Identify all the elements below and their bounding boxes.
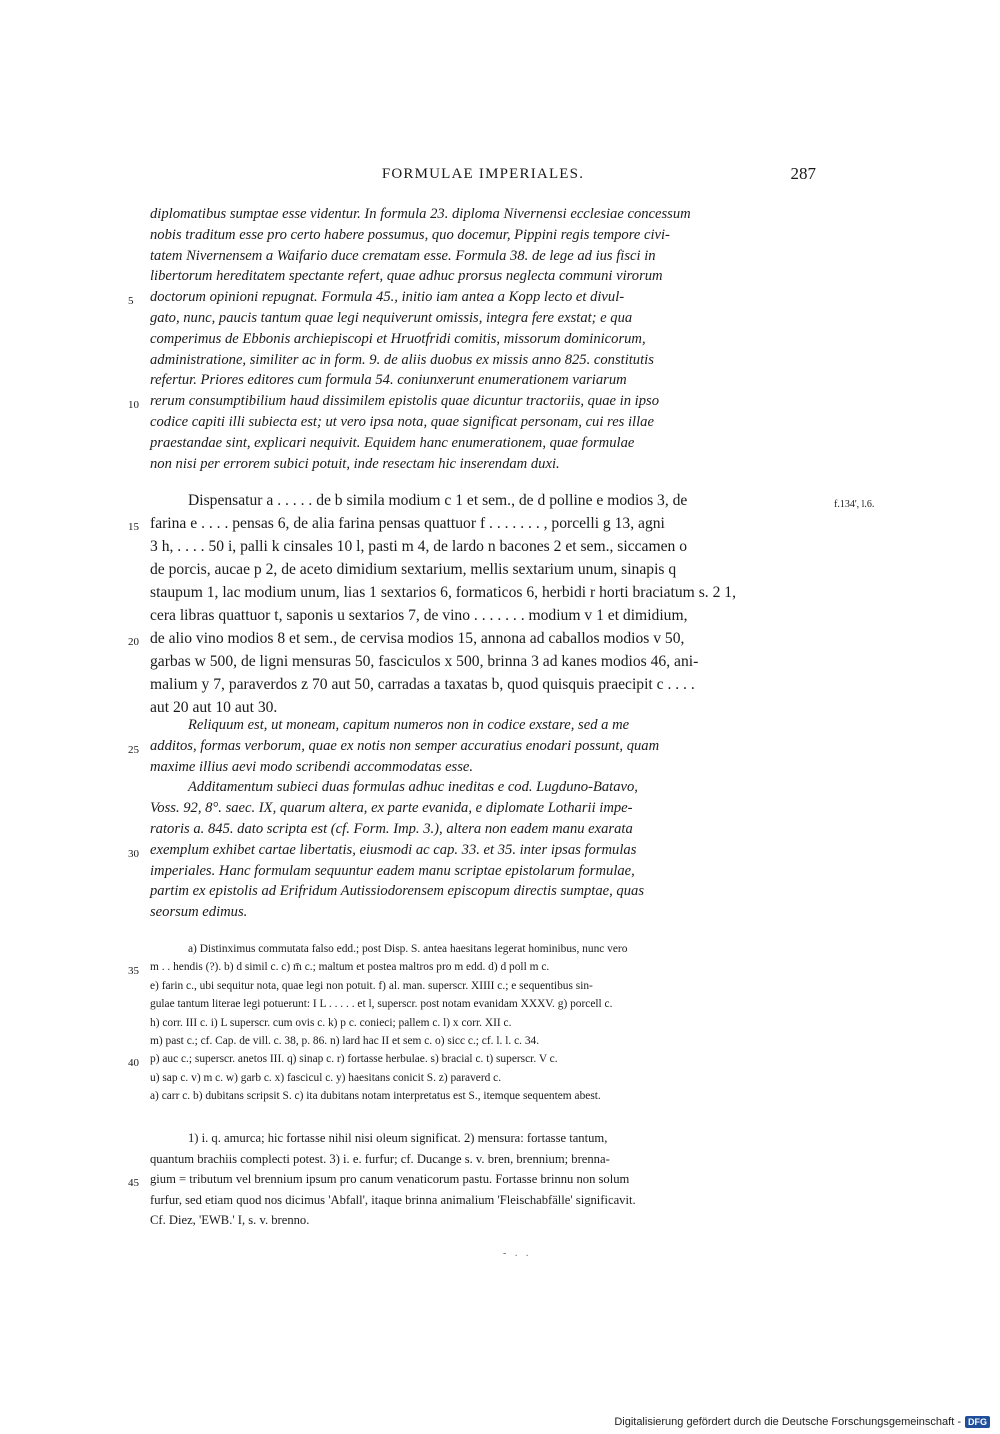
text-line <box>150 861 816 882</box>
line-text: imperiales. Hanc formulam sequuntur eadem manu scriptae epistolarum formulae, <box>150 862 635 879</box>
text-line <box>150 881 816 902</box>
footnote-line <box>150 1032 816 1050</box>
line-text: Additamentum subieci duas formulas adhuc ineditas e cod. Lugduno-Batavo, <box>188 779 638 796</box>
footnote-line <box>150 995 816 1013</box>
line-text: comperimus de Ebbonis archiepiscopi et Hruotfridi comitis, missorum dominicorum, <box>150 330 646 347</box>
line-text: furfur, sed etiam quod nos dicimus 'Abfall', itaque brinna animalium 'Fleischabfälle' significavit. <box>150 1192 636 1207</box>
line-text: diplomatibus sumptae esse videntur. In formula 23. diploma Nivernensi ecclesiae concessum <box>150 206 691 222</box>
running-title: FORMULAE IMPERIALES. <box>381 166 585 182</box>
line-number: 10 <box>128 399 139 412</box>
text-line <box>128 840 816 861</box>
intro-paragraph <box>128 204 816 474</box>
line-text: maxime illius aevi modo scribendi accommodatas esse. <box>150 758 474 775</box>
running-header <box>150 166 816 188</box>
text-line <box>128 736 816 757</box>
text-line <box>150 454 816 475</box>
line-text: tatem Nivernensem a Waifario duce crematam esse. Formula 38. de lege ad ius fisci in <box>150 247 656 264</box>
line-text: ratoris a. 845. dato scripta est (cf. Form. Imp. 3.), altera non eadem manu exarata <box>150 820 633 837</box>
page-number: 287 <box>790 164 816 183</box>
line-text: gium = tributum vel brennium ipsum pro canum venaticorum pastu. Fortasse brinnu non solum <box>150 1172 630 1187</box>
line-text: malium y 7, paraverdos z 70 aut 50, carradas a taxatas b, quod quisquis praecipit c . . . . <box>150 676 695 693</box>
footnote-line <box>128 1050 816 1070</box>
text-line <box>150 204 816 225</box>
text-line <box>150 798 816 819</box>
line-number: 25 <box>128 743 139 756</box>
line-number: 5 <box>128 295 134 308</box>
line-number: 35 <box>128 965 139 978</box>
line-text: praestandae sint, explicari nequivit. Equidem hanc enumerationem, quae formulae <box>150 434 635 451</box>
text-line <box>150 902 816 923</box>
line-text: gato, nunc, paucis tantum quae legi nequiverunt omissis, integra fere exstat; e qua <box>150 309 633 326</box>
text-line <box>128 512 816 535</box>
text-line <box>150 225 816 246</box>
text-line <box>150 819 816 840</box>
line-text: a) Distinximus commutata falso edd.; post Disp. S. antea haesitans legerat hominibus, nunc vero <box>188 943 628 955</box>
text-line <box>150 370 816 391</box>
line-text: Cf. Diez, 'EWB.' I, s. v. brenno. <box>150 1213 310 1228</box>
line-text: aut 20 aut 10 aut 30. <box>150 699 278 716</box>
line-text: quantum brachiis complecti potest. 3) i. e. furfur; cf. Ducange s. v. bren, brennium; brenna- <box>150 1151 610 1166</box>
line-number: 15 <box>128 521 139 533</box>
line-text: a) carr c. b) dubitans scripsit S. c) ita dubitans notam interpretatus est S., itemque sequentem abest. <box>150 1090 601 1103</box>
text-line <box>150 581 816 604</box>
line-text: 1) i. q. amurca; hic fortasse nihil nisi oleum significat. 2) mensura: fortasse tantum, <box>188 1131 608 1145</box>
main-enumeration <box>128 489 875 719</box>
footer-credit <box>614 1416 990 1428</box>
text-line <box>150 604 816 627</box>
line-number: 45 <box>128 1177 139 1190</box>
text-line <box>150 489 875 512</box>
footnote-line <box>150 1128 816 1149</box>
text-line <box>150 266 816 287</box>
line-text: farina e . . . . pensas 6, de alia farina pensas quattuor f . . . . . . . , porcelli g 13, agni <box>150 515 665 532</box>
line-text: partim ex epistolis ad Erifridum Autissiodorensem episcopum directis sumptae, quas <box>150 883 644 900</box>
line-text: Voss. 92, 8°. saec. IX, quarum altera, ex parte evanida, e diplomate Lotharii impe- <box>150 800 633 817</box>
text-line <box>128 391 816 412</box>
footnote-line <box>150 1190 816 1211</box>
text-line <box>150 715 816 736</box>
text-line <box>150 329 816 350</box>
line-text: de alio vino modios 8 et sem., de cervisa modios 15, annona ad caballos modios v 50, <box>150 630 685 647</box>
line-text: administratione, similiter ac in form. 9. de aliis duobus ex missis anno 825. constitutis <box>150 351 654 368</box>
line-text: u) sap c. v) m c. w) garb c. x) fascicul c. y) haesitans conicit S. z) paraverd c. <box>150 1071 502 1084</box>
line-text: libertorum hereditatem spectante refert, quae adhuc prorsus neglecta communi virorum <box>150 268 663 285</box>
line-text: m . . hendis (?). b) d simil c. c) m̄ c.; maltum et postea maltros pro m edd. d) d poll m c. <box>150 961 550 974</box>
text-line <box>150 433 816 454</box>
line-text: exemplum exhibet cartae libertatis, eiusmodi ac cap. 33. et 35. inter ipsas formulas <box>150 841 637 858</box>
line-text: garbas w 500, de ligni mensuras 50, fasciculos x 500, brinna 3 ad kanes modios 46, ani- <box>150 653 699 670</box>
dfg-logo: DFG <box>965 1416 990 1428</box>
line-text: h) corr. III c. i) L superscr. cum ovis c. k) p c. conieci; pallem c. l) x corr. XII c. <box>150 1016 512 1029</box>
line-number: 30 <box>128 847 139 860</box>
line-text: 3 h, . . . . 50 i, palli k cinsales 10 l, pasti m 4, de lardo n bacones 2 et sem., siccamen o <box>150 538 688 555</box>
line-number: 40 <box>128 1057 139 1070</box>
footnote-line <box>128 958 816 978</box>
text-line <box>150 777 816 798</box>
text-line <box>150 350 816 371</box>
text-line <box>150 246 816 267</box>
line-text: de porcis, aucae p 2, de aceto dimidium sextarium, mellis sextarium unum, sinapis q <box>150 561 677 578</box>
line-text: gulae tantum literae legi potuerunt: I L . . . . . et l, superscr. post notam evanidam XXXV. g) porcell c. <box>150 998 613 1011</box>
line-text: rerum consumptibilium haud dissimilem epistolis quae dicuntur tractoriis, quae in ipso <box>150 393 660 410</box>
text-line <box>150 308 816 329</box>
text-line <box>150 673 816 696</box>
line-text: seorsum edimus. <box>150 904 248 921</box>
line-text: nobis traditum esse pro certo habere possumus, quo docemur, Pippini regis tempore civi- <box>150 226 670 243</box>
line-text: doctorum opinioni repugnat. Formula 45., initio iam antea a Kopp lecto et divul- <box>150 289 625 306</box>
line-text: staupum 1, lac modium unum, lias 1 sextarios 6, formaticos 6, herbidi r horti braciatum s. 2 1, <box>150 584 736 601</box>
line-text: refertur. Priores editores cum formula 54. coniunxerunt enumerationem variarum <box>150 372 627 389</box>
line-text: m) past c.; cf. Cap. de vill. c. 38, p. 86. n) lard hac II et sem c. o) sicc c.; cf. l. l. c. 34. <box>150 1034 540 1047</box>
footnote-line <box>150 977 816 995</box>
footnote-line <box>150 1014 816 1032</box>
footer-text: Digitalisierung gefördert durch die Deutsche Forschungsgemeinschaft - <box>614 1416 961 1428</box>
line-text: e) farin c., ubi sequitur nota, quae legi non potuit. f) al. man. superscr. XIIII c.; e sequentibus sin- <box>150 979 593 992</box>
line-text: codice capiti illi subiecta est; ut vero ipsa nota, quae significat personam, cui res illae <box>150 413 654 430</box>
explanatory-notes <box>128 1128 816 1231</box>
footnote-line <box>150 1149 816 1170</box>
footnote-line <box>150 1210 816 1231</box>
line-text: p) auc c.; superscr. anetos III. q) sinap c. r) fortasse herbulae. s) bracial c. t) superscr. V c. <box>150 1053 558 1066</box>
text-line <box>128 627 816 650</box>
line-text: cera libras quattuor t, saponis u sextarios 7, de vino . . . . . . . modium v 1 et dimidium, <box>150 607 688 624</box>
line-text: Reliquum est, ut moneam, capitum numeros non in codice exstare, sed a me <box>188 717 630 733</box>
margin-reference: f.134', l.6. <box>834 499 875 510</box>
text-line <box>150 757 816 778</box>
footnote-line <box>150 940 816 958</box>
text-line <box>150 558 816 581</box>
critical-apparatus <box>128 940 816 1106</box>
signature-mark: - . . <box>503 1248 532 1259</box>
footnote-line <box>128 1169 816 1190</box>
line-text: Dispensatur a . . . . . de b simila modium c 1 et sem., de d polline e modios 3, de <box>188 492 688 509</box>
line-number: 20 <box>128 636 139 648</box>
footnote-line <box>150 1069 816 1087</box>
text-line <box>150 535 816 558</box>
text-line <box>150 650 816 673</box>
text-line <box>128 287 816 308</box>
text-line <box>150 412 816 433</box>
closing-paragraphs <box>128 715 816 923</box>
line-text: non nisi per errorem subici potuit, inde resectam hic inserendam duxi. <box>150 455 560 472</box>
footnote-line <box>150 1087 816 1105</box>
line-text: additos, formas verborum, quae ex notis non semper accuratius enodari possunt, quam <box>150 737 660 754</box>
